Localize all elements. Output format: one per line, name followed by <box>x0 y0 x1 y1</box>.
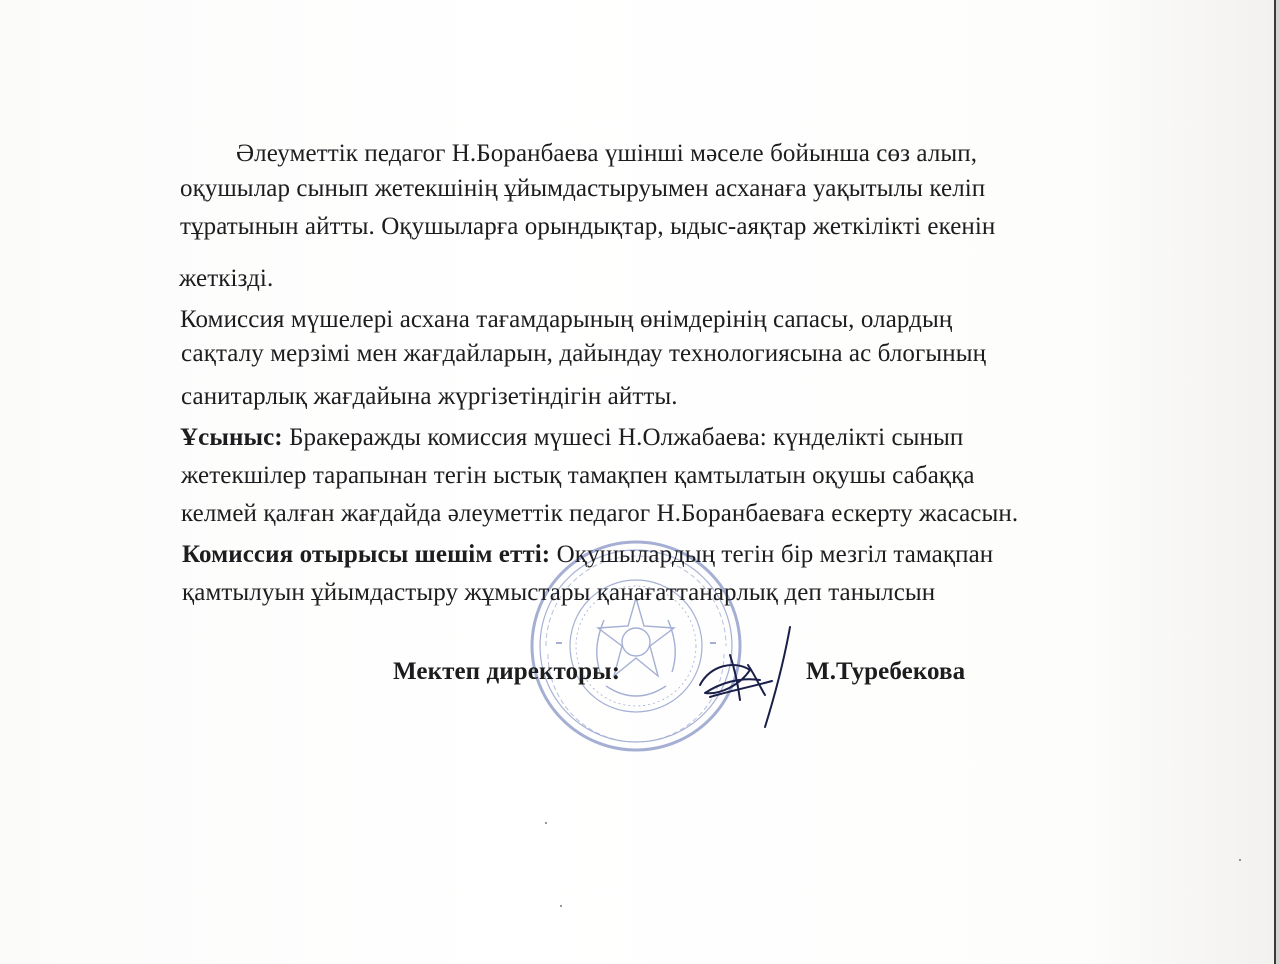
paragraph-2-line-2: сақталу мерзімі мен жағдайларын, дайындау технологиясына ас блогының <box>181 340 987 367</box>
proposal-label: Ұсыныс: <box>180 424 283 451</box>
paragraph-1-line-3: тұратынын айтты. Оқушыларға орындықтар, ыдыс-аяқтар жеткілікті екенін <box>180 213 996 240</box>
director-title: Мектеп директоры: <box>393 658 621 685</box>
proposal-line-1 <box>180 423 963 453</box>
handwritten-signature-icon <box>690 615 800 735</box>
paragraph-1-line-4: жеткізді. <box>179 265 274 292</box>
paragraph-2-line-3: санитарлық жағдайына жүргізетіндігін айтты. <box>181 383 678 410</box>
paragraph-2-line-1: Комиссия мүшелері асхана тағамдарының өнімдерінің сапасы, олардың <box>180 306 953 333</box>
paragraph-1-line-1: Әлеуметтік педагог Н.Боранбаева үшінші мәселе бойынша сөз алып, <box>236 140 978 167</box>
proposal-line-3: келмей қалған жағдайда әлеуметтік педагог Н.Боранбаеваға ескерту жасасын. <box>181 500 1019 527</box>
decision-label: Комиссия отырысы шешім етті: <box>182 541 551 568</box>
paragraph-1-line-2: оқушылар сынып жетекшінің ұйымдастыруымен асханаға уақытылы келіп <box>180 175 986 202</box>
proposal-text: Бракеражды комиссия мүшесі Н.Олжабаева: күнделікті сынып <box>282 424 964 451</box>
decision-line-1 <box>182 540 993 570</box>
director-name: М.Туребекова <box>806 658 966 685</box>
proposal-line-2: жетекшілер тарапынан тегін ыстық тамақпен қамтылатын оқушы сабаққа <box>181 462 975 489</box>
decision-text: Оқушылардың тегін бір мезгіл тамақпан <box>550 541 994 568</box>
decision-line-2: қамтылуын ұйымдастыру жұмыстары қанағаттанарлық деп танылсын <box>182 579 936 606</box>
